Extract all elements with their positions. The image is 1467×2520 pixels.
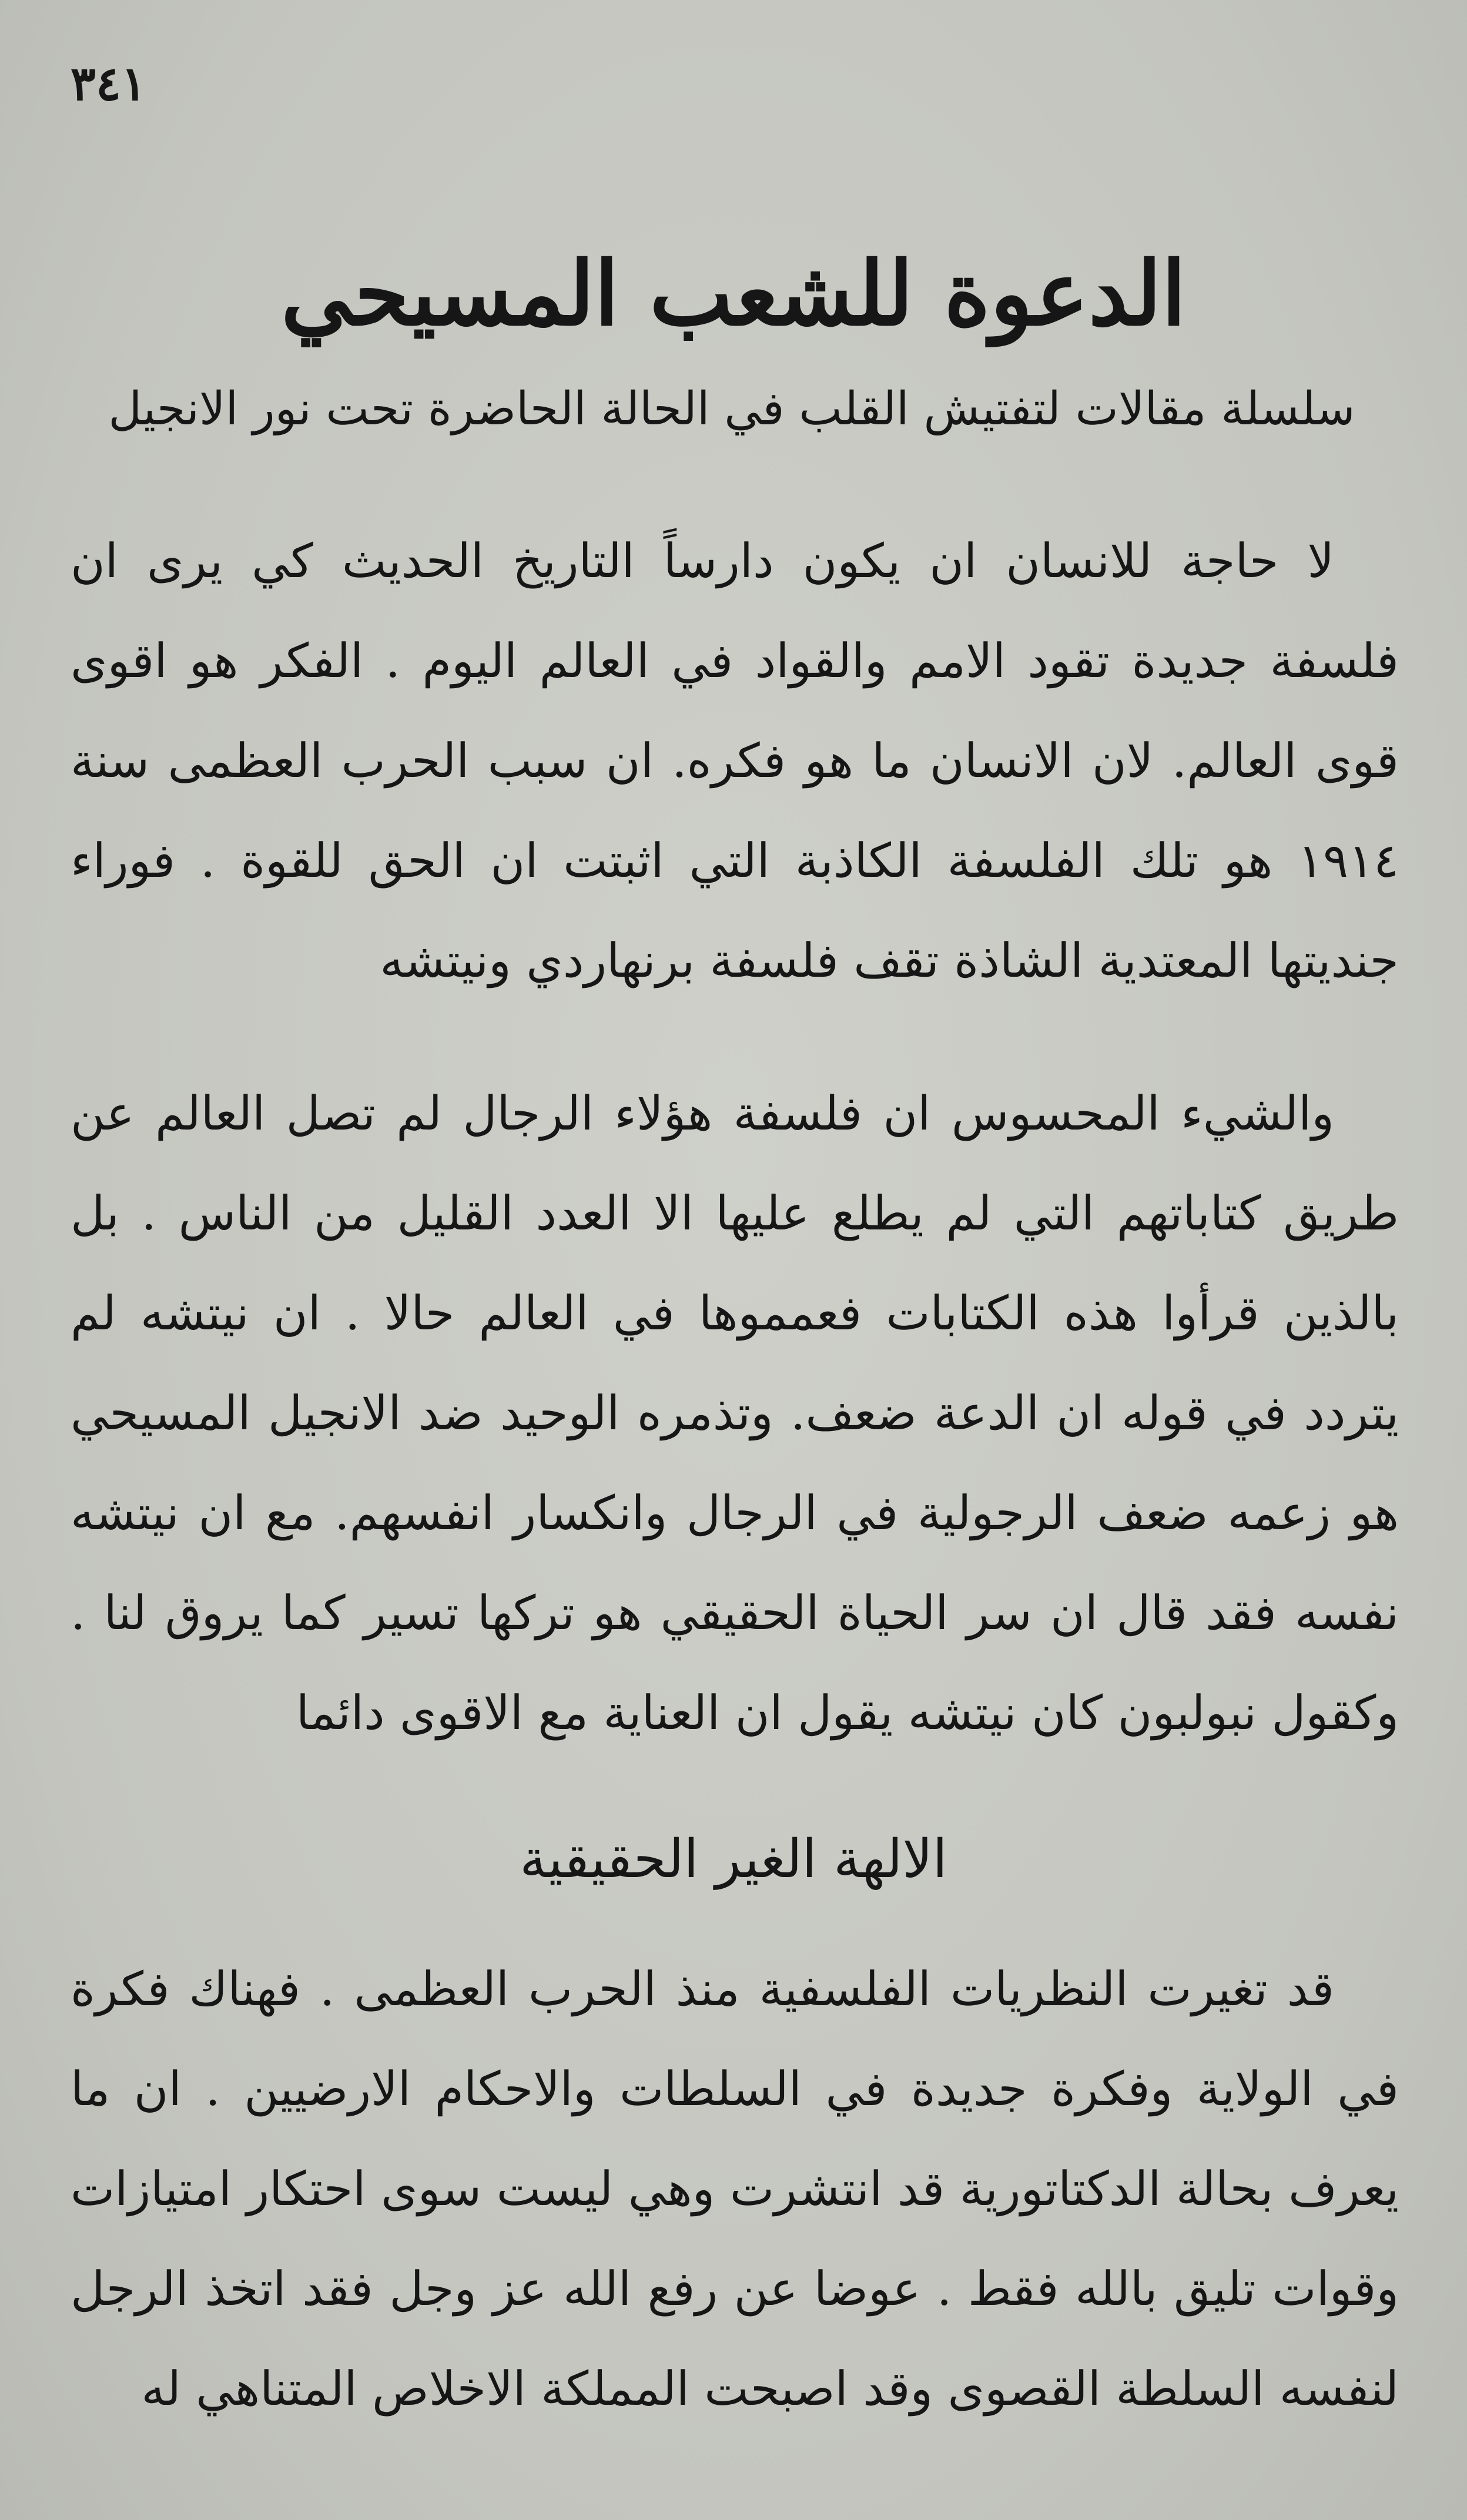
page-number: ٣٤١: [71, 56, 146, 111]
paragraph-2: [71, 1064, 1399, 1763]
article-title: الدعوة للشعب المسيحي: [281, 242, 1186, 346]
article-subtitle: سلسلة مقالات لتفتيش القلب في الحالة الحاضرة تحت نور الانجيل: [108, 383, 1355, 435]
section-heading: الالهة الغير الحقيقية: [520, 1828, 947, 1890]
paragraph-1-text: لا حاجة للانسان ان يكون دارساً التاريخ الحديث كي يرى ان فلسفة جديدة تقود الامم والقواد في العالم اليوم . الفكر هو اقوى قوى العالم. لان الانسان ما هو فكره. ان سبب الحرب العظمى سنة ١٩١٤ هو تلك الفلسفة الكاذبة التي اثبتت ان الحق للقوة . فوراء جنديتها المعتدية الشاذة تقف فلسفة برنهاردي ونيتشه: [71, 534, 1399, 988]
paragraph-3: [71, 1939, 1399, 2439]
paragraph-1: [71, 511, 1399, 1011]
paragraph-3-text: قد تغيرت النظريات الفلسفية منذ الحرب العظمى . فهناك فكرة في الولاية وفكرة جديدة في السلطات والاحكام الارضيين . ان ما يعرف بحالة الدكتاتورية قد انتشرت وهي ليست سوى احتكار امتيازات وقوات تليق بالله فقط . عوضا عن رفع الله عز وجل فقد اتخذ الرجل لنفسه السلطة القصوى وقد اصبحت المملكة الاخلاص المتناهي له: [71, 1962, 1399, 2416]
paragraph-2-text: والشيء المحسوس ان فلسفة هؤلاء الرجال لم تصل العالم عن طريق كتاباتهم التي لم يطلع عليها الا العدد القليل من الناس . بل بالذين قرأوا هذه الكتابات فعمموها في العالم حالا . ان نيتشه لم يتردد في قوله ان الدعة ضعف. وتذمره الوحيد ضد الانجيل المسيحي هو زعمه ضعف الرجولية في الرجال وانكسار انفسهم. مع ان نيتشه نفسه فقد قال ان سر الحياة الحقيقي هو تركها تسير كما يروق لنا . وكقول نبولبون كان نيتشه يقول ان العناية مع الاقوى دائما: [71, 1086, 1399, 1740]
